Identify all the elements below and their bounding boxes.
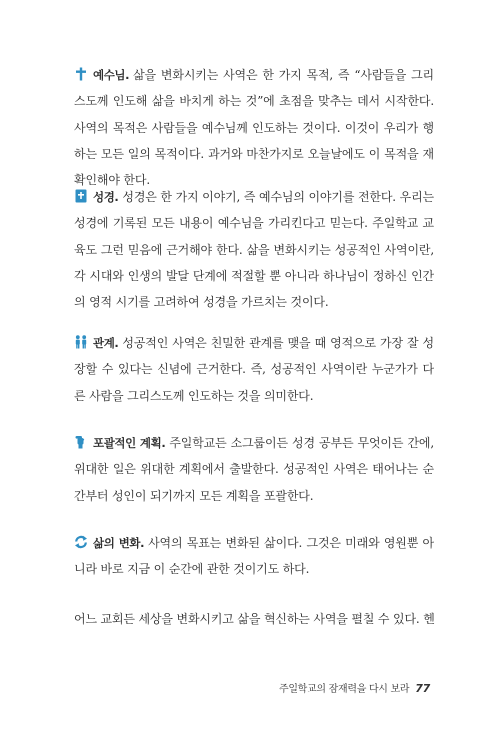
section-text: 사역의 목표는 변화된 삶이다. 그것은 미래와 영원뿐 아니라 바로 지금 이 순간에 관한 것이기도 하다. (74, 536, 434, 577)
section-paragraph (74, 330, 434, 409)
section-keyword: 포괄적인 계획. (93, 436, 166, 450)
section-relationship (74, 330, 434, 409)
section-paragraph (74, 430, 434, 509)
closing-text: 어느 교회든 세상을 변화시키고 삶을 혁신하는 사역을 펼칠 수 있다. 헨 (74, 612, 435, 626)
section-text: 성공적인 사역은 친밀한 관계를 맺을 때 영적으로 가장 잘 성장할 수 있다는 신념에 근거한다. 즉, 성공적인 사역이란 누군가가 다른 사람을 그리스도께 인도하는 것을 의미한다. (74, 336, 434, 403)
section-keyword: 관계. (93, 336, 119, 350)
page-number: 77 (415, 682, 430, 695)
section-life-change (74, 530, 434, 583)
section-jesus (74, 62, 434, 193)
section-text: 성경은 한 가지 이야기, 즉 예수님의 이야기를 전한다. 우리는 성경에 기록된 모든 내용이 예수님을 가리킨다고 믿는다. 주일학교 교육도 그런 믿음에 근거해야 한다. 삶을 변화시키는 성공적인 사역이란, 각 시대와 인생의 발달 단계에 적절할 뿐 아니라 하나님이 정하신 인간의 영적 시기를 고려하여 성경을 가르치는 것이다. (74, 190, 434, 310)
section-plan (74, 430, 434, 509)
section-keyword: 성경. (93, 190, 119, 204)
section-paragraph (74, 62, 434, 193)
section-text: 삶을 변화시키는 사역은 한 가지 목적, 즉 “사람들을 그리스도께 인도해 삶을 바치게 하는 것”에 초점을 맞추는 데서 시작한다. 사역의 목적은 사람들을 예수님께 인도하는 것이다. 이것이 우리가 행하는 모든 일의 목적이다. 과거와 마찬가지로 오늘날에도 이 목적을 재확인해야 한다. (74, 68, 434, 188)
people-icon (74, 335, 88, 349)
section-paragraph (74, 530, 434, 583)
section-paragraph (74, 184, 434, 315)
pointing-hand-icon (74, 435, 88, 449)
section-text: 주일학교든 소그룹이든 성경 공부든 무엇이든 간에, 위대한 일은 위대한 계획에서 출발한다. 성공적인 사역은 태어나는 순간부터 성인이 되기까지 모든 계획을 포괄한다. (74, 436, 434, 503)
section-keyword: 삶의 변화. (93, 536, 145, 550)
refresh-icon (74, 535, 88, 549)
running-title: 주일학교의 잠재력을 다시 보라 (278, 684, 410, 695)
section-bible (74, 184, 434, 315)
page-footer (279, 680, 430, 695)
closing-paragraph (74, 606, 438, 632)
section-keyword: 예수님. (93, 68, 130, 82)
bible-icon (74, 189, 88, 203)
cross-icon (74, 67, 88, 81)
